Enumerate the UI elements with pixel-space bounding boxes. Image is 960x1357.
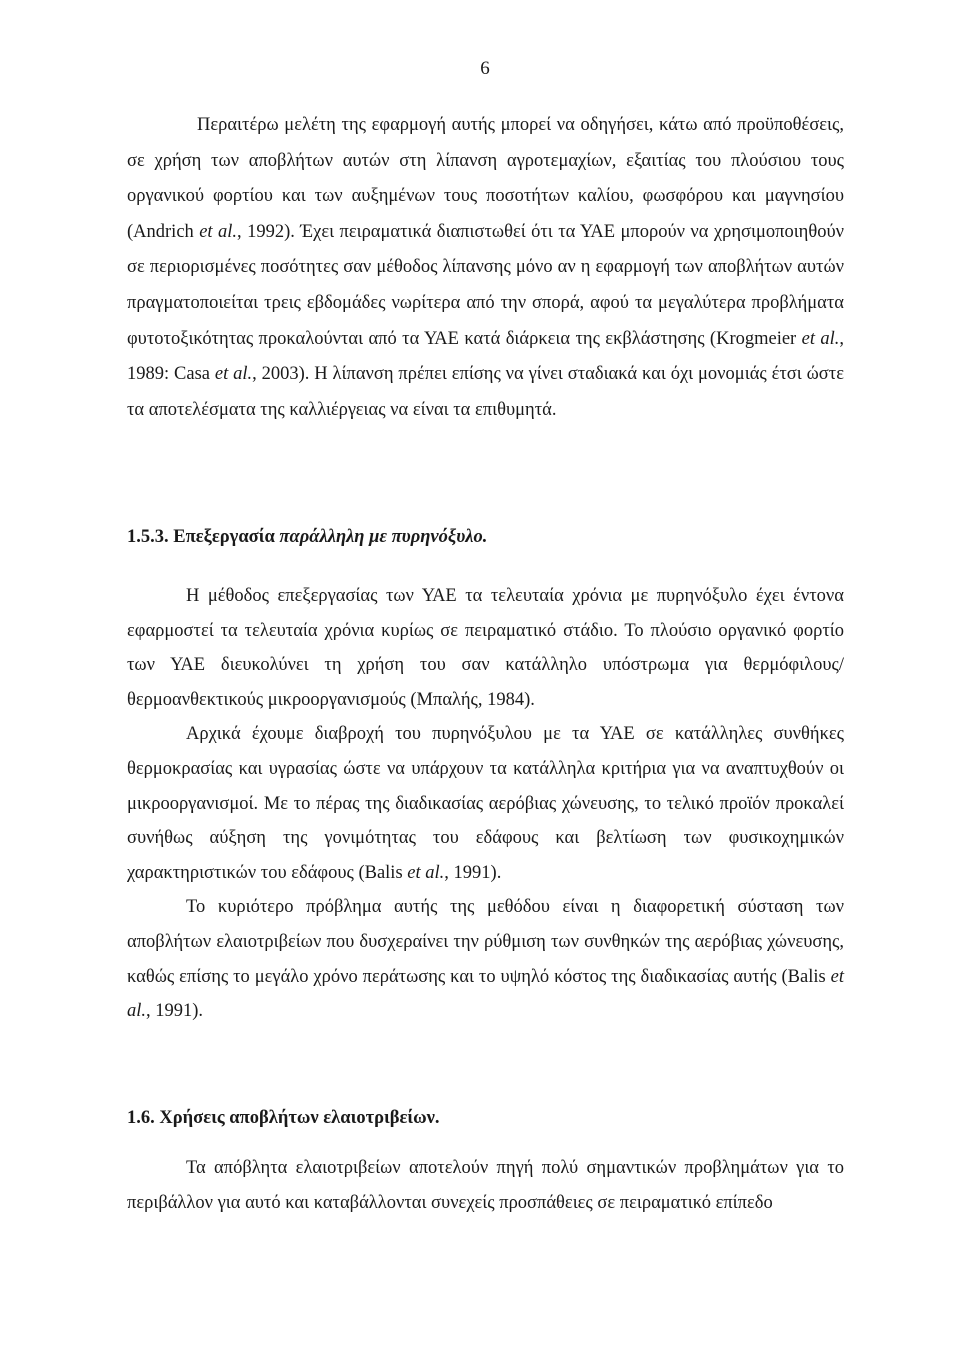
- paragraph-text: [127, 717, 844, 890]
- text-run-italic: et al.: [214, 364, 253, 385]
- paragraph-text: [127, 890, 844, 1028]
- page-number: 6: [480, 58, 490, 79]
- paragraph-text: [127, 108, 844, 428]
- section-heading-1-6: 1.6. Χρήσεις αποβλήτων ελαιοτριβείων.: [127, 1108, 440, 1128]
- text-run: , 1991).: [146, 1001, 204, 1022]
- section-heading-1-5-3: [127, 525, 487, 549]
- text-run-italic: et al.: [199, 221, 238, 242]
- text-run: Αρχικά έχουμε διαβροχή του πυρηνόξυλου με τα ΥΑΕ σε κατάλληλες συνθήκες θερμοκρασίας και υγρασίας ώστε να υπάρχουν τα κατάλληλα κριτήρια για να αναπτυχθούν οι μικροοργανισμοί. Με το πέρας της διαδικασίας αερόβιας χώνευσης, το τελικό προϊόν προκαλεί συνήθως αύξηση της γονιμότητας του εδάφους και βελτίωση των φυσικοχημικών χαρακτηριστικών του εδάφους (Balis: [127, 724, 844, 883]
- text-run-italic: et al.: [801, 328, 840, 349]
- paragraph-text: Τα απόβλητα ελαιοτριβείων αποτελούν πηγή πολύ σημαντικών προβλημάτων για το περιβάλλον για αυτό και καταβάλλονται συνεχείς προσπάθειες σε πειραματικό επίπεδο: [127, 1158, 844, 1213]
- text-run: , 1991).: [444, 862, 502, 883]
- paragraph-text: Η μέθοδος επεξεργασίας των ΥΑΕ τα τελευταία χρόνια με πυρηνόξυλο έχει έντονα εφαρμοστεί τα τελευταία χρόνια κυρίως σε πειραματικό στάδιο. Το πλούσιο οργανικό φορτίο των ΥΑΕ διευκολύνει τη χρήση του σαν κατάλληλο υπόστρωμα για θερμόφιλους/θερμοανθεκτικούς μικροοργανισμούς (Μπαλής, 1984).: [127, 586, 844, 710]
- text-run-italic: et al.: [127, 966, 844, 1022]
- text-run: , 1992). Έχει πειραματικά διαπιστωθεί ότι τα ΥΑΕ μπορούν να χρησιμοποιηθούν σε περιορισμένες ποσότητες σαν μέθοδος λίπανσης μόνο αν η εφαρμογή των αποβλήτων αυτών πραγματοποιείται τρεις εβδομάδες νωρίτερα από την σπορά, αφού τα μεγαλύτερα προβλήματα φυτοτοξικότητας προκαλούνται από τα ΥΑΕ κατά διάρκεια της εκβλάστησης (Krogmeier: [127, 221, 844, 349]
- text-run: , 1989: Casa: [127, 328, 844, 385]
- text-run: Το κυριότερο πρόβλημα αυτής της μεθόδου είναι η διαφορετική σύσταση των αποβλήτων ελαιοτριβείων που δυσχεραίνει την ρύθμιση των συνθηκών της αερόβιας χώνευσης, καθώς επίσης το μεγάλο χρόνο περάτωσης και το υψηλό κόστος της διαδικασίας αυτής (Balis: [127, 897, 844, 987]
- text-run-italic: et al.: [407, 862, 445, 883]
- paragraph-uses: [127, 1151, 844, 1220]
- paragraph-processing-method: [127, 579, 844, 1029]
- paragraph-fertilization: [127, 108, 844, 428]
- heading-text-italic: παράλληλη με πυρηνόξυλο.: [279, 527, 488, 547]
- heading-text: 1.5.3. Επεξεργασία: [127, 527, 280, 547]
- text-run: , 2003). Η λίπανση πρέπει επίσης να γίνει σταδιακά και όχι μονομιάς έτσι ώστε τα αποτελέσματα της καλλιέργειας να είναι τα επιθυμητά.: [127, 364, 844, 420]
- text-run: Περαιτέρω μελέτη της εφαρμογή αυτής μπορεί να οδηγήσει, κάτω από προϋποθέσεις, σε χρήση των αποβλήτων αυτών στη λίπανση αγροτεμαχίων, εξαιτίας του πλούσιου τους οργανικού φορτίου και των αυξημένων τους ποσοτήτων καλίου, φωσφόρου και μαγνησίου (Andrich: [127, 115, 844, 242]
